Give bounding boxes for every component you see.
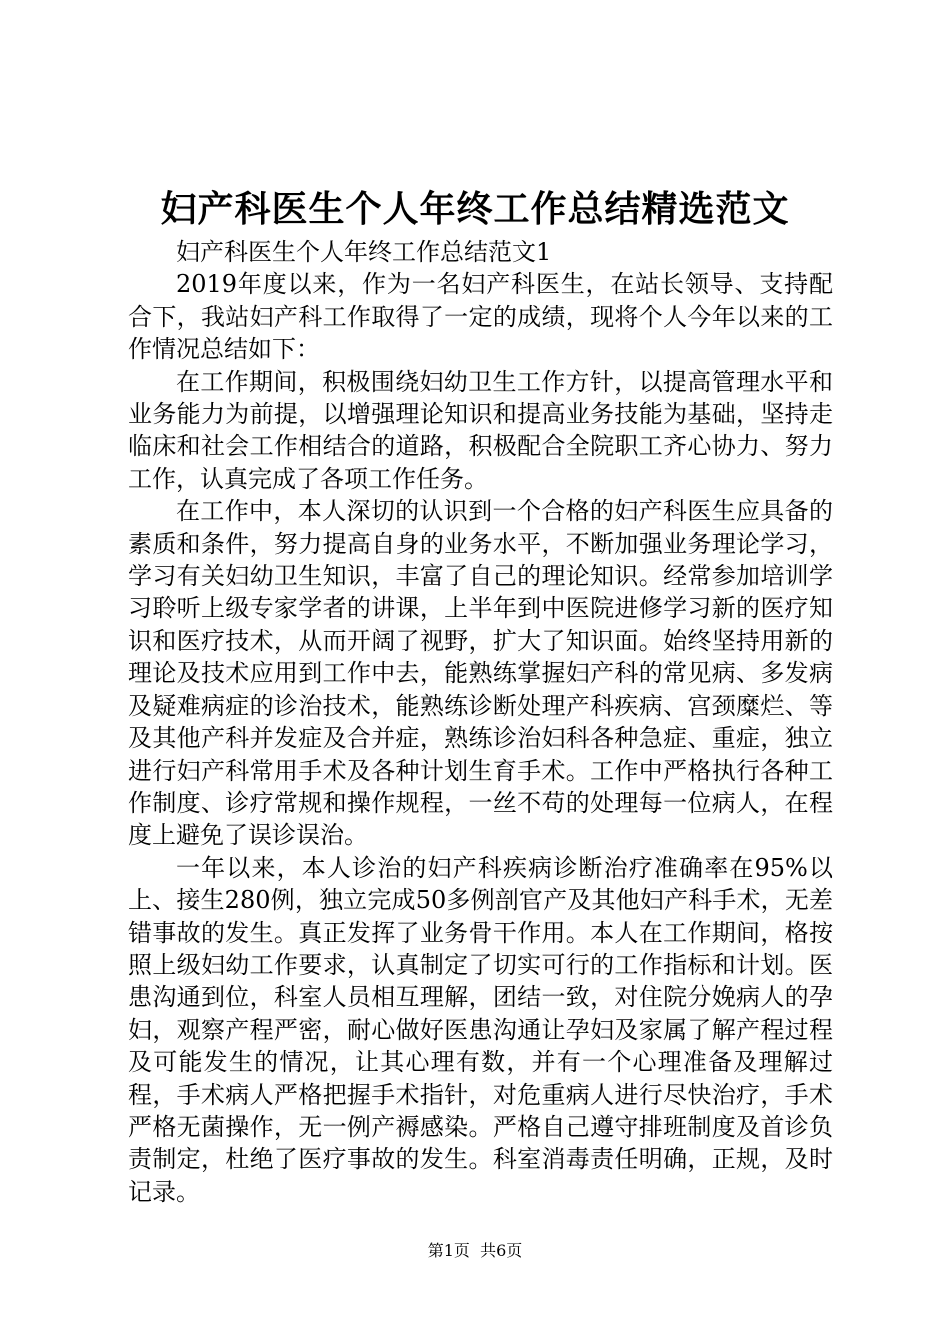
document-title: 妇产科医生个人年终工作总结精选范文 [160, 188, 790, 230]
section-heading: 妇产科医生个人年终工作总结范文1 [176, 238, 552, 266]
paragraph-work-policy: 在工作期间，积极围绕妇幼卫生工作方针，以提高管理水平和业务能力为前提，以增强理论知识和提高业务技能为基础，坚持走临床和社会工作相结合的道路，积极配合全院职工齐心协力、努力工作，认真完成了各项工作任务。 [128, 367, 833, 493]
paragraph-achievements: 一年以来，本人诊治的妇产科疾病诊断治疗准确率在95%以上、接生280例，独立完成50多例剖官产及其他妇产科手术，无差错事故的发生。真正发挥了业务骨干作用。本人在工作期间，格按照上级妇幼工作要求，认真制定了切实可行的工作指标和计划。医患沟通到位，科室人员相互理解，团结一致，对住院分娩病人的孕妇，观察产程严密，耐心做好医患沟通让孕妇及家属了解产程过程及可能发生的情况，让其心理有数，并有一个心理准备及理解过程，手术病人严格把握手术指针，对危重病人进行尽快治疗，手术严格无菌操作，无一例产褥感染。严格自己遵守排班制度及首诊负责制定，杜绝了医疗事故的发生。科室消毒责任明确，正规，及时记录。 [128, 853, 833, 1206]
paragraph-intro: 2019年度以来，作为一名妇产科医生，在站长领导、支持配合下，我站妇产科工作取得了一定的成绩，现将个人今年以来的工作情况总结如下： [128, 270, 833, 364]
paragraph-professional-study: 在工作中，本人深切的认识到一个合格的妇产科医生应具备的素质和条件，努力提高自身的业务水平，不断加强业务理论学习，学习有关妇幼卫生知识，丰富了自己的理论知识。经常参加培训学习聆听上级专家学者的讲课，上半年到中医院进修学习新的医疗知识和医疗技术，从而开阔了视野，扩大了知识面。始终坚持用新的理论及技术应用到工作中去，能熟练掌握妇产科的常见病、多发病及疑难病症的诊治技术，能熟练诊断处理产科疾病、宫颈糜烂、等及其他产科并发症及合并症，熟练诊治妇科各种急症、重症，独立进行妇产科常用手术及各种计划生育手术。工作中严格执行各种工作制度、诊疗常规和操作规程，一丝不苟的处理每一位病人，在程度上避免了误诊误治。 [128, 497, 833, 850]
page-indicator: 第1页 共6页 [427, 1241, 523, 1260]
document-body [128, 236, 833, 1208]
page-footer [0, 1240, 950, 1262]
